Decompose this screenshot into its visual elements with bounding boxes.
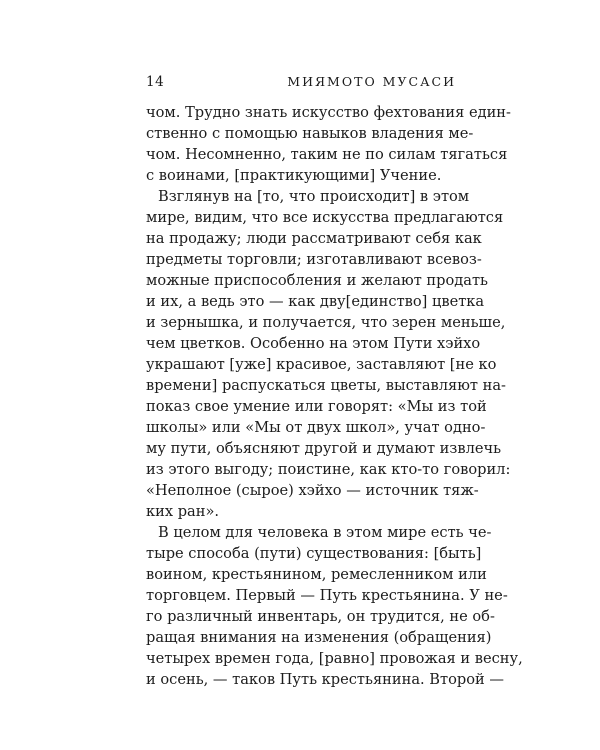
text-line: четырех времен года, [равно] провожая и весну, <box>146 650 523 667</box>
text-line: можные приспособления и желают продать <box>146 272 488 289</box>
paragraph <box>146 186 511 522</box>
text-line: ственно с помощью навыков владения ме- <box>146 125 474 142</box>
text-line: «Неполное (сырое) хэйхо — источник тяж- <box>146 482 479 499</box>
text-line: тыре способа (пути) существования: [быть] <box>146 545 482 562</box>
text-line: го различный инвентарь, он трудится, не об- <box>146 608 495 625</box>
text-line: чем цветков. Особенно на этом Пути хэйхо <box>146 335 481 352</box>
text-line: времени] распускаться цветы, выставляют на- <box>146 377 506 394</box>
text-line: чом. Несомненно, таким не по силам тягаться <box>146 146 508 163</box>
text-line: мире, видим, что все искусства предлагаются <box>146 209 504 226</box>
running-header <box>146 74 456 94</box>
text-line: му пути, объясняют другой и думают извлечь <box>146 440 502 457</box>
text-line: и их, а ведь это — как дву[единство] цветка <box>146 293 485 310</box>
text-line: показ свое умение или говорят: «Мы из той <box>146 398 487 415</box>
text-line: школы» или «Мы от двух школ», учат одно- <box>146 419 486 436</box>
text-line: Взглянув на [то, что происходит] в этом <box>158 188 470 205</box>
paragraph <box>146 102 511 186</box>
text-line: В целом для человека в этом мире есть че- <box>158 524 492 541</box>
text-line: из этого выгоду; поистине, как кто-то говорил: <box>146 461 511 478</box>
running-title: МИЯМОТО МУСАСИ <box>287 74 456 89</box>
text-line: торговцем. Первый — Путь крестьянина. У не- <box>146 587 508 604</box>
text-line: с воинами, [практикующими] Учение. <box>146 167 442 184</box>
text-line: украшают [уже] красивое, заставляют [не ко <box>146 356 497 373</box>
page-number: 14 <box>146 74 165 90</box>
text-line: предметы торговли; изготавливают всевоз- <box>146 251 482 268</box>
text-line: на продажу; люди рассматривают себя как <box>146 230 482 247</box>
text-line: и осень, — таков Путь крестьянина. Второй — <box>146 671 504 688</box>
text-line: ращая внимания на изменения (обращения) <box>146 629 492 646</box>
text-line: чом. Трудно знать искусство фехтования един- <box>146 104 511 121</box>
text-line: и зернышка, и получается, что зерен меньше, <box>146 314 506 331</box>
text-line: воином, крестьянином, ремесленником или <box>146 566 487 583</box>
paragraph <box>146 522 523 690</box>
text-line: ких ран». <box>146 503 220 520</box>
body-text <box>146 102 523 690</box>
